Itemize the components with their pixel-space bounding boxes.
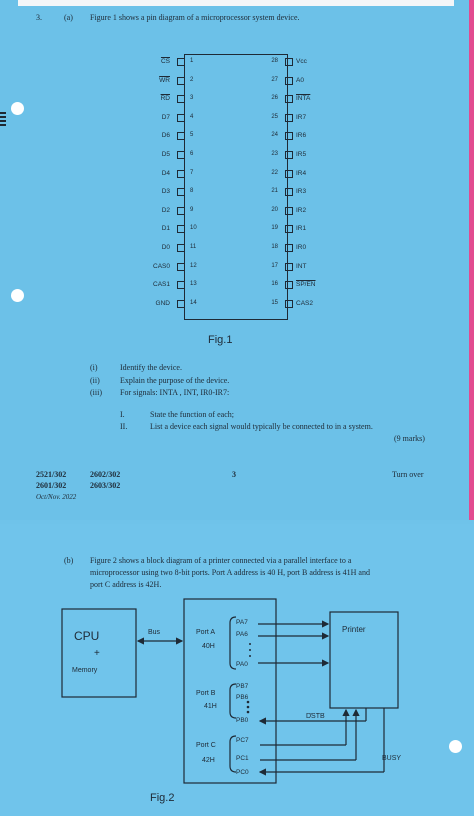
pin-right-24: [0, 128, 474, 147]
pin-right-number: 18: [271, 244, 278, 250]
item-ii-text: Explain the purpose of the device.: [120, 376, 230, 385]
pin-left-number: 10: [190, 225, 197, 232]
turn-over: Turn over: [392, 470, 424, 479]
pin-right-number: 28: [271, 58, 278, 64]
pin-left-label: D5: [161, 151, 170, 158]
pin-left-label: D6: [161, 132, 170, 140]
pin-right-number: 21: [271, 188, 278, 195]
pin-right-25: [0, 110, 474, 129]
pin-right-number: 15: [271, 299, 278, 306]
question-part-b: (b): [64, 556, 74, 565]
pin-right-label: IR1: [296, 225, 307, 233]
pin-left-label: CAS1: [153, 281, 170, 289]
pin-right-label: IR2: [296, 206, 307, 214]
pa0-label: PA0: [236, 661, 248, 668]
pin-left-number: 7: [190, 169, 194, 176]
page-number: 3: [232, 470, 236, 479]
pin-right-27: [0, 73, 474, 92]
pin-left-label: D7: [161, 113, 170, 121]
port-b-address: 41H: [204, 703, 217, 710]
question-intro: Figure 1 shows a pin diagram of a microprocessor system device.: [90, 13, 300, 22]
figure-1-caption: Fig.1: [208, 334, 233, 346]
pin-right-label: CAS2: [296, 299, 313, 307]
paper-code-2: 2602/302: [90, 470, 121, 479]
pin-right-pad: [285, 132, 293, 140]
question-number: 3.: [36, 13, 42, 22]
pin-right-number: 20: [271, 206, 278, 213]
subitem-1-text: State the function of each;: [150, 410, 234, 419]
exam-page-2: [0, 524, 474, 816]
question-b-line2: microprocessor using two 8-bit ports. Port A address is 40 H, port B address is 41H and: [90, 568, 370, 577]
marks: (9 marks): [394, 434, 425, 443]
pin-right-17: [0, 259, 474, 278]
pin-right-21: [0, 184, 474, 203]
item-iii-text: For signals: INTA , INT, IR0-IR7:: [120, 388, 230, 397]
pin-right-number: 26: [271, 95, 278, 102]
pin-right-pad: [285, 188, 293, 196]
pin-right-label: IR5: [296, 151, 307, 158]
pin-left-number: 12: [190, 262, 197, 269]
pin-right-20: [0, 203, 474, 222]
pin-right-label: IR4: [296, 169, 307, 177]
pin-right-pad: [285, 151, 293, 159]
pin-right-15: [0, 296, 474, 315]
pin-right-number: 16: [271, 281, 278, 288]
pin-left-number: 1: [190, 58, 194, 64]
pin-right-pad: [285, 77, 293, 85]
pin-right-23: [0, 147, 474, 166]
pin-right-label: IR3: [296, 188, 307, 196]
pin-right-28: [0, 54, 474, 73]
subitem-1-number: I.: [120, 410, 125, 419]
pin-right-label: IR7: [296, 113, 307, 121]
pin-right-pad: [285, 300, 293, 308]
question-part-a: (a): [64, 13, 73, 22]
pin-left-label: D3: [161, 188, 170, 196]
pc0-label: PC0: [236, 769, 249, 776]
port-b-label: Port B: [196, 690, 216, 697]
pin-left-label: D2: [161, 206, 170, 214]
pin-right-label: SP/EN: [296, 281, 316, 289]
figure-2-block-diagram: [0, 524, 474, 816]
pb0-label: PB0: [236, 717, 249, 724]
dstb-label: DSTB: [306, 713, 325, 720]
pin-right-pad: [285, 207, 293, 215]
printer-label: Printer: [342, 625, 366, 634]
question-b-line3: port C address is 42H.: [90, 580, 162, 589]
pa7-label: PA7: [236, 619, 248, 626]
pin-right-number: 23: [271, 151, 278, 157]
pin-left-label: D0: [161, 244, 170, 251]
pin-left-label: D4: [161, 169, 170, 177]
pin-right-label: Vcc: [296, 58, 307, 65]
memory-label: Memory: [72, 667, 98, 674]
pin-right-19: [0, 221, 474, 240]
page-top-edge: [18, 0, 454, 6]
port-c-address: 42H: [202, 757, 215, 764]
pin-right-label: INTA: [296, 95, 311, 103]
pb7-label: PB7: [236, 683, 249, 690]
pin-left-number: 6: [190, 151, 194, 157]
pin-right-18: [0, 240, 474, 259]
cpu-plus: +: [94, 648, 100, 659]
item-iii-number: (iii): [90, 388, 102, 397]
pin-right-22: [0, 166, 474, 185]
pin-right-pad: [285, 281, 293, 289]
pin-right-pad: [285, 225, 293, 233]
pin-right-pad: [285, 95, 293, 103]
pin-left-label: $\overline{CS}$: [160, 58, 170, 65]
bus-label: Bus: [148, 629, 161, 636]
pin-right-number: 19: [271, 225, 278, 232]
pin-right-number: 24: [271, 132, 278, 139]
pc1-label: PC1: [236, 755, 249, 762]
pin-left-label: $\overline{RD}$: [160, 95, 170, 103]
item-ii-number: (ii): [90, 376, 100, 385]
pin-right-label: IR6: [296, 132, 307, 140]
pa6-label: PA6: [236, 631, 248, 638]
port-c-label: Port C: [196, 742, 216, 749]
pin-left-number: 2: [190, 76, 194, 83]
pin-left-number: 14: [190, 299, 197, 306]
pin-right-number: 22: [271, 169, 278, 176]
paper-code-3: 2601/302: [36, 481, 67, 490]
pin-right-pad: [285, 263, 293, 271]
pc7-label: PC7: [236, 737, 249, 744]
pin-left-number: 5: [190, 132, 194, 139]
question-b-line1: Figure 2 shows a block diagram of a printer connected via a parallel interface to a: [90, 556, 352, 565]
pin-right-pad: [285, 170, 293, 178]
pin-right-label: IR0: [296, 244, 307, 251]
paper-code-1: 2521/302: [36, 470, 67, 479]
pin-right-26: [0, 91, 474, 110]
busy-label: BUSY: [382, 755, 402, 762]
figure-2-caption: Fig.2: [150, 792, 175, 804]
pin-right-label: A0: [296, 76, 304, 84]
pin-left-label: D1: [161, 225, 170, 233]
pin-right-number: 27: [271, 76, 278, 83]
port-a-label: Port A: [196, 629, 216, 636]
pin-left-number: 3: [190, 95, 194, 102]
pin-right-number: 17: [271, 262, 278, 269]
pin-right-16: [0, 277, 474, 296]
exam-date: Oct/Nov. 2022: [36, 493, 77, 501]
pin-left-number: 4: [190, 113, 194, 120]
subitem-2-number: II.: [120, 422, 128, 431]
pin-left-number: 9: [190, 206, 194, 213]
pin-left-label: GND: [155, 299, 170, 307]
pin-left-number: 13: [190, 281, 197, 288]
pin-right-pad: [285, 58, 293, 66]
port-a-address: 40H: [202, 643, 215, 650]
item-i-text: Identify the device.: [120, 363, 182, 372]
paper-code-4: 2603/302: [90, 481, 121, 490]
pin-left-number: 8: [190, 188, 194, 195]
pin-right-pad: [285, 114, 293, 122]
pin-left-label: CAS0: [153, 262, 170, 270]
pin-right-number: 25: [271, 113, 278, 120]
item-i-number: (i): [90, 363, 98, 372]
pin-left-number: 11: [190, 244, 197, 250]
pb6-label: PB6: [236, 694, 249, 701]
pin-right-pad: [285, 244, 293, 252]
cpu-label: CPU: [74, 629, 100, 643]
pin-right-label: INT: [296, 262, 307, 270]
subitem-2-text: List a device each signal would typically be connected to in a system.: [150, 422, 373, 431]
pin-left-label: $\overline{WR}$: [159, 76, 170, 84]
